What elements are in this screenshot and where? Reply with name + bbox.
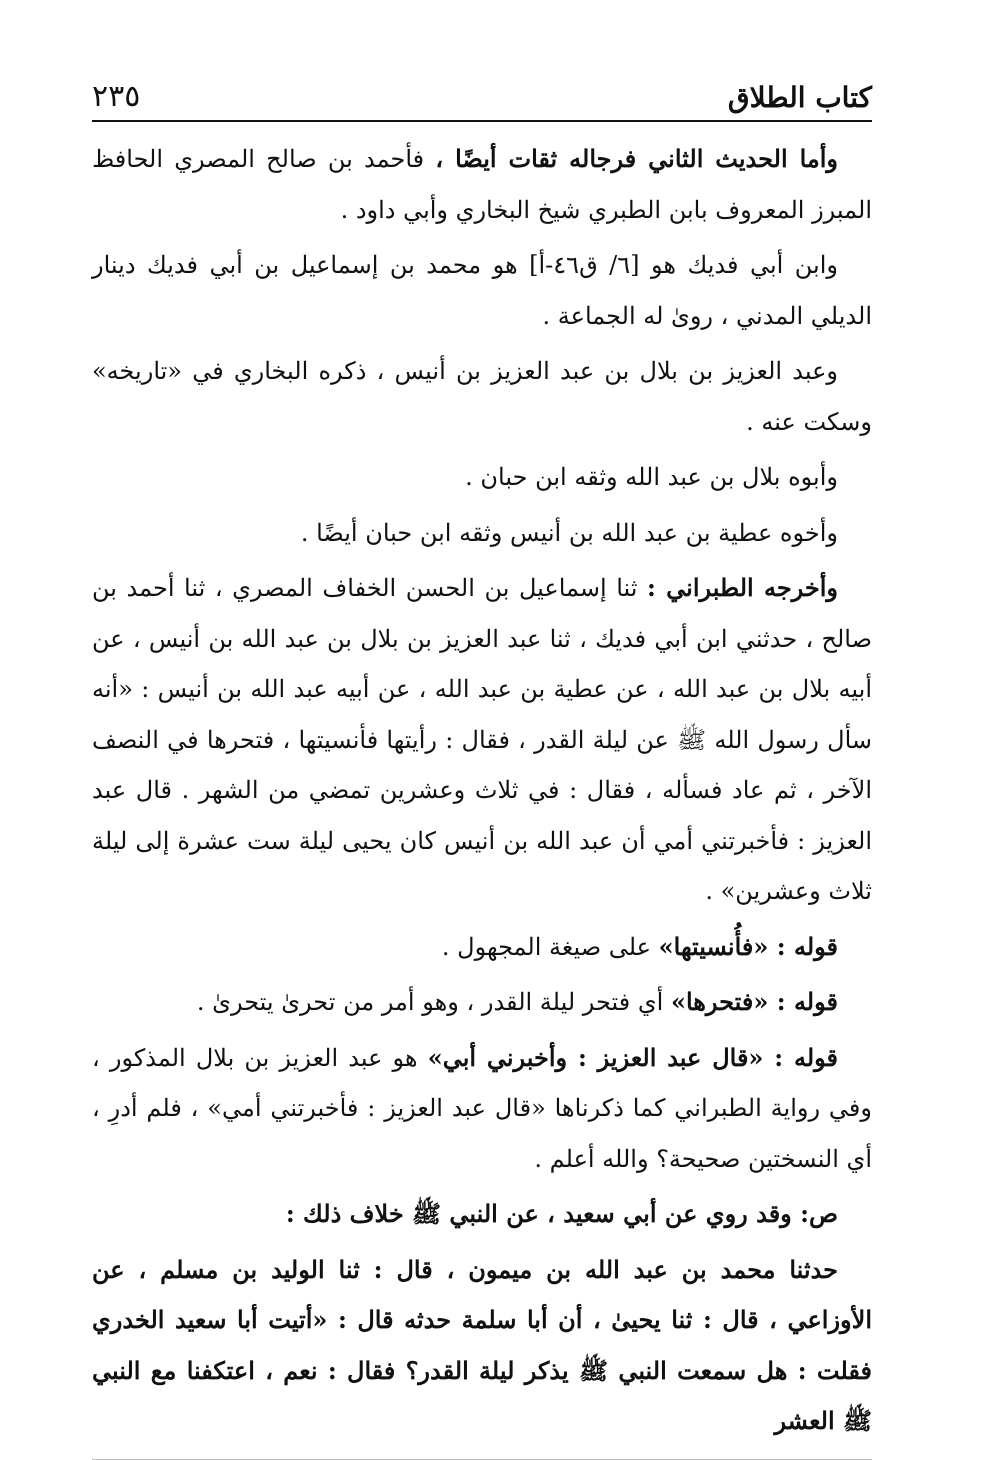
paragraph-5-text: وأخوه عطية بن عبد الله بن أنيس وثقه ابن حبان أيضًا . bbox=[300, 518, 838, 547]
page-header bbox=[92, 60, 872, 122]
paragraph-4-text: وأبوه بلال بن عبد الله وثقه ابن حبان . bbox=[465, 463, 838, 491]
paragraph-8-text: أي فتحر ليلة القدر ، وهو أمر من تحرىٰ يتحرىٰ . bbox=[196, 988, 671, 1016]
chapter-title: كتاب الطلاق bbox=[727, 81, 872, 114]
paragraph-6 bbox=[92, 563, 872, 917]
paragraph-8-lead: قوله : «فتحرها» bbox=[670, 987, 838, 1016]
paragraph-1-lead: وأما الحديث الثاني فرجاله ثقات أيضًا ، bbox=[435, 144, 838, 173]
book-page bbox=[92, 60, 872, 1435]
paragraph-3 bbox=[92, 346, 872, 447]
paragraph-4 bbox=[92, 452, 872, 503]
page-bottom-rule bbox=[92, 1459, 872, 1460]
paragraph-3-text: وعبد العزيز بن بلال بن عبد العزيز بن أنيس ، ذكره البخاري في «تاريخه» وسكت عنه . bbox=[92, 357, 872, 436]
paragraph-2-text: وابن أبي فديك هو [٦/ ق٤٦-أ] هو محمد بن إسماعيل بن أبي فديك دينار الديلي المدني ، روىٰ له الجماعة . bbox=[92, 251, 872, 330]
paragraph-5 bbox=[92, 508, 872, 559]
paragraph-7-lead: قوله : «فأُنسيتها» bbox=[658, 931, 838, 961]
paragraph-1 bbox=[92, 134, 872, 235]
paragraph-7 bbox=[92, 922, 872, 973]
paragraph-6-text: ثنا إسماعيل بن الحسن الخفاف المصري ، ثنا أحمد بن صالح ، حدثني ابن أبي فديك ، ثنا عبد العزيز بن بلال بن عبد الله بن أنيس ، عن أبيه بلال بن عبد الله ، عن عطية بن عبد الله ، عن أبيه عبد الله بن أنيس : «أنه سأل رسول الله ﷺ عن ليلة القدر ، فقال : رأيتها فأنسيتها ، فتحرها في النصف الآخر ، ثم عاد فسأله ، فقال : في ثلاث وعشرين تمضي من الشهر . قال عبد العزيز : فأخبرتني أمي أن عبد الله بن أنيس كان يحيى ليلة ست عشرة إلى ليلة ثلاث وعشرين» . bbox=[92, 574, 872, 905]
page-content bbox=[92, 134, 872, 1460]
section-heading: ص: وقد روي عن أبي سعيد ، عن النبي ﷺ خلاف ذلك : bbox=[285, 1199, 838, 1228]
page-number: ٢٣٥ bbox=[92, 79, 141, 114]
paragraph-7-text: على صيغة المجهول . bbox=[441, 932, 659, 961]
paragraph-2 bbox=[92, 240, 872, 341]
section-body: حدثنا محمد بن عبد الله بن ميمون ، قال : ثنا الوليد بن مسلم ، عن الأوزاعي ، قال : ثنا يحيىٰ ، أن أبا سلمة حدثه قال : «أتيت أبا سعيد الخدري فقلت : هل سمعت النبي ﷺ يذكر ليلة القدر؟ فقال : نعم ، اعتكفنا مع النبي ﷺ العشر bbox=[92, 1254, 872, 1435]
paragraph-9 bbox=[92, 1033, 872, 1185]
paragraph-9-text: هو عبد العزيز بن بلال المذكور ، وفي رواية الطبراني كما ذكرناها «قال عبد العزيز : فأخبرتني أمي» ، فلم أدرِ ، أي النسختين صحيحة؟ والله أعلم . bbox=[92, 1043, 872, 1173]
paragraph-1-text: فأحمد بن صالح المصري الحافظ المبرز المعروف بابن الطبري شيخ البخاري وأبي داود . bbox=[92, 145, 872, 224]
paragraph-9-lead: قوله : «قال عبد العزيز : وأخبرني أبي» bbox=[427, 1042, 838, 1072]
paragraph-6-lead: وأخرجه الطبراني : bbox=[647, 573, 839, 602]
paragraph-8 bbox=[92, 977, 872, 1028]
